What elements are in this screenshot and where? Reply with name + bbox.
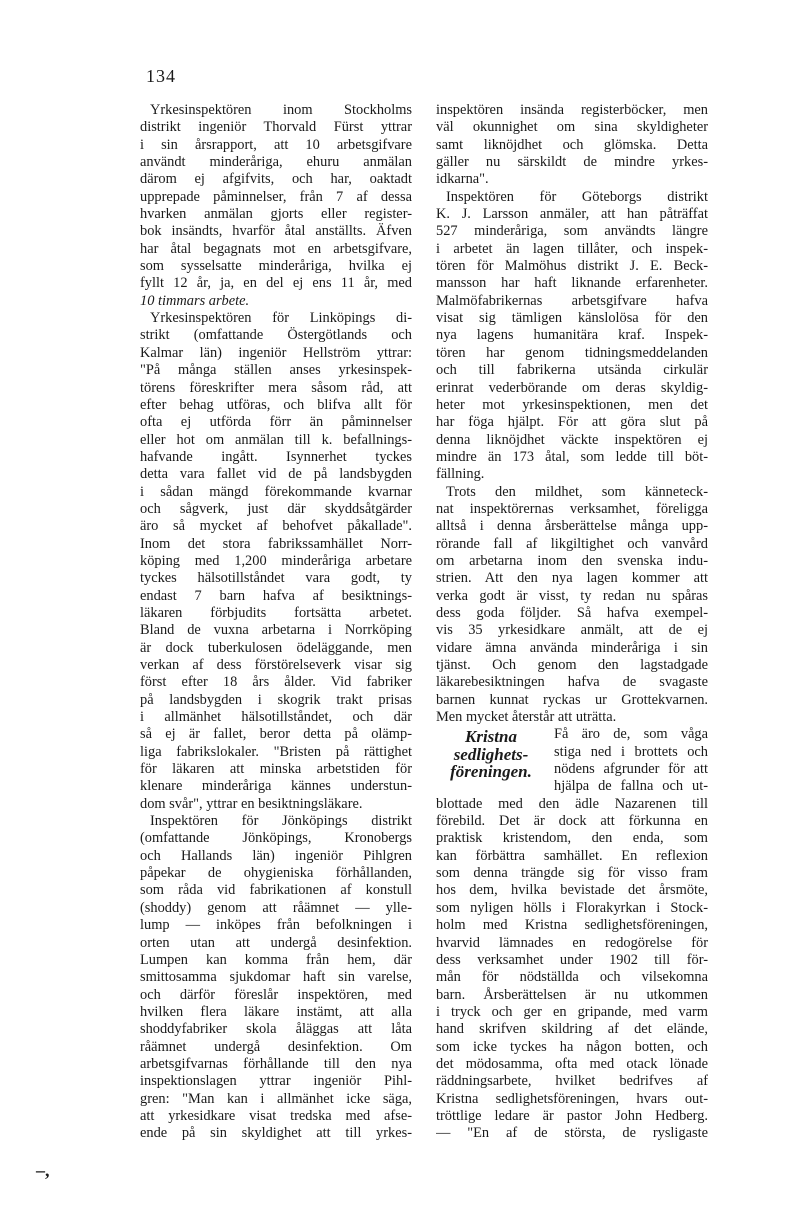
text-line: nat inspektörernas verksamhet, föreligga — [436, 500, 708, 517]
text-line: i sådan mängd förekommande kvarnar — [140, 483, 412, 500]
text-line: väl okunnighet om sina skyldigheter — [436, 119, 708, 136]
text-line: K. J. Larsson anmäler, att han påträffat — [436, 206, 708, 223]
left-column — [140, 102, 412, 1143]
text-line: och därför föreslår inspektören, med — [140, 986, 412, 1003]
text-line: så ej är fallet, beror detta på olämp- — [140, 726, 412, 743]
text-line: visat sig tämligen känslolösa för den — [436, 310, 708, 327]
text-line: i sin årsrapport, att 10 arbetsgifvare — [140, 136, 412, 153]
text-line: tyckes hälsotillståndet vara godt, ty — [140, 570, 412, 587]
text-line: blottade med den ädle Nazarenen till — [436, 795, 708, 812]
text-line: köping med 1,200 minderåriga arbetare — [140, 552, 412, 569]
text-line: shoddyfabriker skola åläggas att låta — [140, 1021, 412, 1038]
sidehead-line: föreningen. — [450, 762, 532, 782]
text-line: kan förbättra samhället. En reflexion — [436, 847, 708, 864]
text-line: (omfattande Jönköpings, Kronobergs — [140, 830, 412, 847]
text-line: och sågverk, just där skyddsåtgärder — [140, 500, 412, 517]
text-line: nödens afgrunder för att — [554, 761, 708, 778]
text-line: tröttlige ledare är pastor John Hedberg. — [436, 1107, 708, 1124]
text-line: tören har genom tidningsmeddelanden — [436, 344, 708, 361]
text-line: liga fabrikslokaler. "Bristen på rättighet — [140, 743, 412, 760]
text-line: det mödosamma, ofta med otack lönade — [436, 1055, 708, 1072]
right-column-lines-before — [436, 102, 708, 726]
text-line: hafvande ingått. Isynnerhet tyckes — [140, 448, 412, 465]
text-line: 527 minderåriga, som användts längre — [436, 223, 708, 240]
text-line: hand skrifven skildring af det elände, — [436, 1021, 708, 1038]
text-line: heter mot yrkesinspektionen, men det — [436, 396, 708, 413]
text-line: för läkaren att minska arbetstiden för — [140, 761, 412, 778]
right-column — [436, 102, 708, 1143]
text-line: Inom det stora fabrikssamhället Norr- — [140, 535, 412, 552]
text-line: därom ej afgifvits, och har, oaktadt — [140, 171, 412, 188]
text-line: holm med Kristna sedlighetsföreningen, — [436, 917, 708, 934]
text-line: lump — inköpes från befolkningen i — [140, 917, 412, 934]
text-line: att yrkesidkare visat tredska med afse- — [140, 1107, 412, 1124]
text-line: mån för nödställda och vilsekomna — [436, 969, 708, 986]
text-line: läkarebesiktningen hafva de svagaste — [436, 674, 708, 691]
text-line: vis 35 yrkesidkare anmält, att de ej — [436, 622, 708, 639]
text-line: samt liknöjdhet och glömska. Detta — [436, 136, 708, 153]
text-line: hjälpa de fallna och ut- — [554, 778, 708, 795]
text-line: har åtal begagnats mot en arbetsgifvare, — [140, 240, 412, 257]
text-line: gäller nu särskildt de mindre yrkes- — [436, 154, 708, 171]
text-line: (shoddy) genom att råämnet — ylle- — [140, 899, 412, 916]
text-line: som denna trängde sig för visso fram — [436, 865, 708, 882]
text-line: — "En af de största, de rysligaste — [436, 1125, 708, 1142]
text-line: förebild. Det är dock att förkunna en — [436, 813, 708, 830]
right-column-lines-after — [436, 796, 708, 1143]
text-line: fyllt 12 år, ja, en del ej ens 11 år, med — [140, 275, 412, 292]
text-line: detta vara fallet vid de på landsbygden — [140, 466, 412, 483]
text-line: alltså i denna årsberättelse många upp- — [436, 518, 708, 535]
text-line: Inspektören för Göteborgs distrikt — [446, 188, 708, 205]
text-line: arbetsgifvarnas förhållande till den nya — [140, 1055, 412, 1072]
text-line: råämnet undergå desinfektion. Om — [140, 1038, 412, 1055]
text-line: strikt (omfattande Östergötlands och — [140, 327, 412, 344]
text-line: Få äro de, som våga — [554, 726, 708, 743]
text-line: verka godt är visst, ty redan nu spåras — [436, 587, 708, 604]
text-line: har föga hjälpt. För att göra slut på — [436, 414, 708, 431]
text-line: denna liknöjdhet väckte inspektören ej — [436, 431, 708, 448]
sidehead-line: Kristna — [465, 727, 517, 747]
text-line: som nyligen hölls i Florakyrkan i Stock- — [436, 899, 708, 916]
text-line: användt minderåriga, ehuru anmälan — [140, 154, 412, 171]
text-line: barnen kunnat ryckas ur Grottekvarnen. — [436, 691, 708, 708]
text-line: dom svår", yttrar en besiktningsläkare. — [140, 795, 363, 812]
text-line: vidare ämna använda minderåriga i sin — [436, 639, 708, 656]
text-line: inspektören insända registerböcker, men — [436, 102, 708, 118]
text-line: tören för Malmöhus distrikt J. E. Beck- — [436, 258, 708, 275]
text-line: Kalmar län) ingeniör Hellström yttrar: — [140, 344, 412, 361]
text-line: Yrkesinspektören för Linköpings di- — [150, 310, 412, 327]
text-line: som sysselsatte minderåriga, hvilka ej — [140, 258, 412, 275]
text-line: distrikt ingeniör Thorvald Fürst yttrar — [140, 119, 412, 136]
text-line: nya lagens humanitära kraf. Inspek- — [436, 327, 708, 344]
text-line: och till fabrikerna utsända cirkulär — [436, 362, 708, 379]
text-line: mindre än 173 åtal, som ledde till böt- — [436, 448, 708, 465]
text-line: efter behag utföras, och blifva allt för — [140, 396, 412, 413]
text-line: upprepade påminnelser, från 7 af dessa — [140, 188, 412, 205]
text-line: Malmöfabrikernas arbetsgifvare hafva — [436, 292, 708, 309]
text-line: mansson har haft liknande erfarenheter. — [436, 275, 708, 292]
text-line: hvilken flera läkare instämt, att alla — [140, 1003, 412, 1020]
text-line: erinrat vederbörande om deras skyldig- — [436, 379, 708, 396]
text-line: räddningsarbete, hvilket bedrifves af — [436, 1073, 708, 1090]
footer-mark: –, — [36, 1160, 50, 1180]
text-line: Kristna sedlighetsföreningen, hvars out- — [436, 1090, 708, 1107]
text-line: Men mycket återstår att uträtta. — [436, 709, 617, 726]
text-line: som icke tyckes ha någon botten, och — [436, 1038, 708, 1055]
text-line: strien. Att den nya lagen kommer att — [436, 570, 708, 587]
text-line: ofta ej utförda förr än påminnelser — [140, 414, 412, 431]
text-line: törens föreskrifter mera såsom råd, att — [140, 379, 412, 396]
text-line: klenare minderåriga kännes understun- — [140, 778, 412, 795]
text-line: om arbetarna inom den svenska indu- — [436, 552, 708, 569]
text-line: Inspektören för Jönköpings distrikt — [150, 813, 412, 830]
text-line: i tryck och ger en gripande, med varm — [436, 1003, 708, 1020]
text-line: praktisk kristendom, den enda, som — [436, 830, 708, 847]
text-line: "På många ställen anses yrkesinspek- — [140, 362, 412, 379]
text-line: dess goda följder. Så hafva exempel- — [436, 604, 708, 621]
text-line: Yrkesinspektören inom Stockholms — [150, 102, 412, 118]
text-line: endast 7 barn hafva af besiktnings- — [140, 587, 412, 604]
text-line: verkan af dess förstörelseverk visar sig — [140, 657, 412, 673]
text-line: hvarken anmälan gjorts eller register- — [140, 206, 412, 223]
text-line: i allmänhet hälsotillståndet, och där — [140, 709, 412, 726]
text-line: läkaren förbjudits fortsätta arbetet. — [140, 604, 412, 621]
text-line: hvarvid lämnades en redogörelse för — [436, 934, 708, 951]
text-line: i arbetet än lagen tillåter, och inspek- — [436, 240, 708, 257]
text-line: Trots den mildhet, som känneteck- — [446, 483, 708, 500]
text-line: rörande fall af likgiltighet och vanvård — [436, 535, 708, 552]
text-line: 10 timmars arbete. — [140, 292, 250, 309]
text-line: tjänst. Och genom den lagstadgade — [436, 657, 708, 673]
text-line: gren: "Man kan i allmänhet icke säga, — [140, 1090, 412, 1107]
text-line: Lumpen kan komma från hem, där — [140, 951, 412, 968]
text-line: eller hot om anmälan till k. befallnings- — [140, 431, 412, 448]
text-line: på landsbygden i skogrik trakt prisas — [140, 691, 412, 708]
text-line: bok insändts, hvarför åtal anställts. Äfven — [140, 223, 412, 240]
text-line: Bland de vuxna arbetarna i Norrköping — [140, 622, 412, 639]
text-line: barn. Årsberättelsen är nu utkommen — [436, 986, 708, 1003]
text-line: inspektionslagen yttrar ingeniör Pihl- — [140, 1073, 412, 1090]
text-line: ende på sin skyldighet att till yrkes- — [140, 1125, 412, 1142]
text-line: äro så mycket af behofvet påkallade". — [140, 518, 412, 535]
text-line: stiga ned i brottets och — [554, 743, 708, 760]
text-line: hos dem, hvilka bevistade det årsmöte, — [436, 882, 708, 899]
section-sidehead — [436, 728, 546, 781]
text-line: smittosamma sjukdomar haft sin varelse, — [140, 969, 412, 986]
sidehead-line: sedlighets- — [453, 744, 529, 764]
text-line: fällning. — [436, 466, 485, 483]
sidehead-paragraph — [436, 726, 708, 795]
page-number: 134 — [146, 66, 176, 86]
text-line: påpekar de ohygieniska förhållanden, — [140, 865, 412, 882]
text-line: dess verksamhet under 1902 till för- — [436, 951, 708, 968]
text-line: som råda vid fabrikationen af konstull — [140, 882, 412, 899]
text-line: och Hallands län) ingeniör Pihlgren — [140, 847, 412, 864]
text-line: är dock tuberkulosen ödeläggande, men — [140, 639, 412, 656]
text-line: idkarna". — [436, 171, 489, 188]
text-line: orten utan att undergå desinfektion. — [140, 934, 412, 951]
text-line: först efter 18 års ålder. Vid fabriker — [140, 674, 412, 691]
